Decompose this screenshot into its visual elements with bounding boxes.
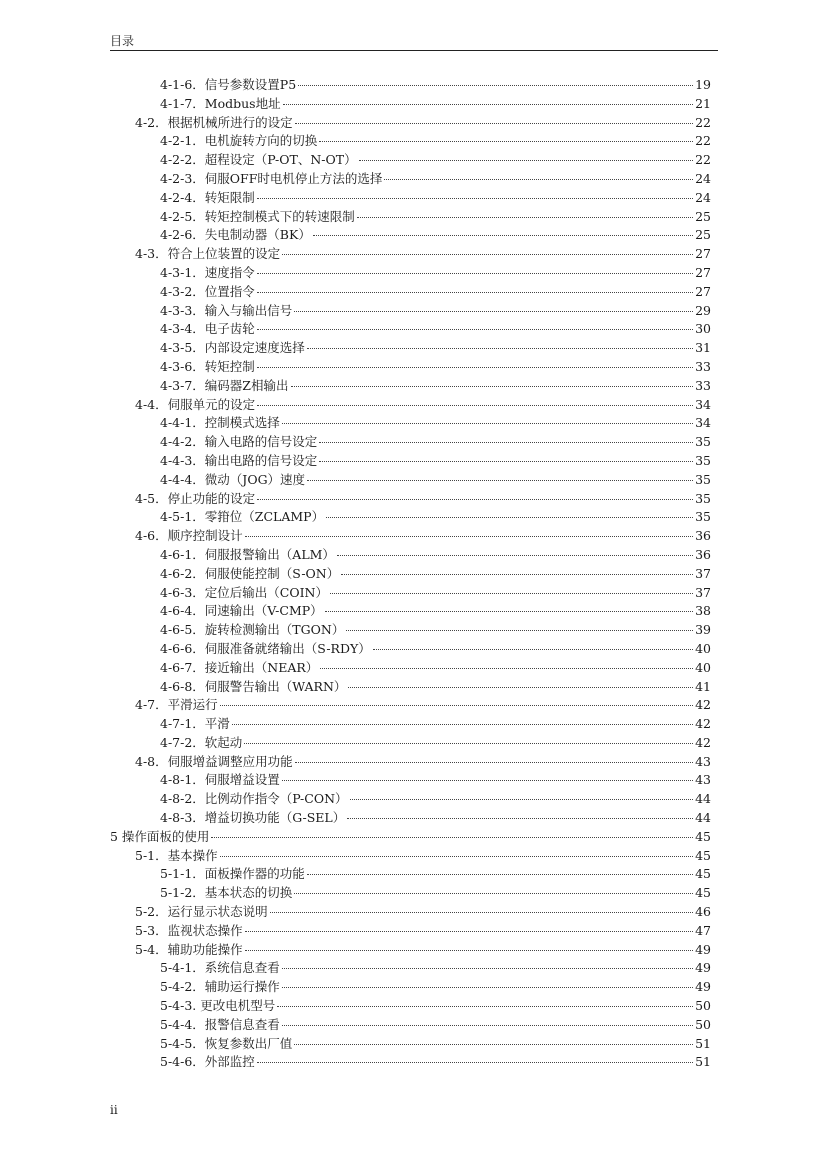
toc-entry-title: 4-6-7．接近输出（NEAR） [160, 659, 319, 675]
toc-entry-title: 4-1-7．Modbus地址 [160, 95, 281, 111]
toc-entry-title: 4-7-1．平滑 [160, 716, 230, 732]
toc-entry[interactable] [110, 264, 711, 283]
page-header [110, 34, 718, 51]
toc-entry-page: 45 [695, 847, 711, 863]
toc-entry-page: 44 [695, 791, 711, 807]
toc-entry-title: 4-6．顺序控制设计 [135, 528, 243, 544]
toc-entry[interactable] [110, 433, 711, 452]
toc-entry[interactable] [110, 565, 711, 584]
toc-dot-leader [257, 329, 693, 330]
toc-entry[interactable] [110, 490, 711, 509]
toc-entry-page: 33 [695, 377, 711, 393]
toc-dot-leader [295, 762, 693, 763]
toc-entry-title: 5-1-1．面板操作器的功能 [160, 866, 305, 882]
toc-dot-leader [294, 893, 693, 894]
toc-entry-page: 42 [695, 697, 711, 713]
toc-entry-page: 40 [695, 640, 711, 656]
toc-dot-leader [257, 499, 693, 500]
toc-entry-page: 35 [695, 509, 711, 525]
toc-dot-leader [282, 423, 693, 424]
toc-dot-leader [373, 649, 693, 650]
toc-entry-page: 46 [695, 904, 711, 920]
toc-entry-page: 27 [695, 264, 711, 280]
toc-dot-leader [257, 198, 693, 199]
toc-entry-page: 34 [695, 396, 711, 412]
toc-entry-page: 34 [695, 415, 711, 431]
toc-entry-title: 4-3-3．输入与输出信号 [160, 302, 293, 318]
toc-entry-title: 5-1．基本操作 [135, 847, 218, 863]
toc-dot-leader [294, 311, 693, 312]
toc-entry-title: 5-4．辅助功能操作 [135, 941, 243, 957]
toc-entry[interactable] [110, 978, 711, 997]
toc-dot-leader [282, 987, 693, 988]
toc-entry-page: 41 [695, 678, 711, 694]
toc-entry-page: 22 [695, 152, 711, 168]
toc-entry-page: 49 [695, 960, 711, 976]
toc-entry[interactable] [110, 809, 711, 828]
toc-entry-page: 35 [695, 452, 711, 468]
toc-dot-leader [325, 611, 693, 612]
toc-entry[interactable] [110, 790, 711, 809]
toc-entry[interactable] [110, 208, 711, 227]
toc-dot-leader [257, 292, 693, 293]
toc-entry-page: 50 [695, 1016, 711, 1032]
toc-entry-title: 4-5．停止功能的设定 [135, 490, 256, 506]
toc-dot-leader [350, 799, 694, 800]
toc-dot-leader [245, 950, 693, 951]
toc-entry-title: 4-4-1．控制模式选择 [160, 415, 280, 431]
toc-entry[interactable] [110, 396, 711, 415]
toc-entry-title: 4-6-5．旋转检测输出（TGON） [160, 622, 345, 638]
toc-entry-title: 4-2-2．超程设定（P-OT、N-OT） [160, 152, 357, 168]
toc-entry-title: 4-3-7．编码器Z相输出 [160, 377, 289, 393]
toc-entry-page: 37 [695, 565, 711, 581]
toc-entry-title: 4-2．根据机械所进行的设定 [135, 114, 293, 130]
toc-entry-title: 5-4-6．外部监控 [160, 1054, 255, 1070]
toc-entry-page: 37 [695, 584, 711, 600]
toc-entry[interactable] [110, 828, 711, 847]
toc-entry-page: 49 [695, 941, 711, 957]
toc-entry-title: 4-7-2．软起动 [160, 734, 243, 750]
toc-dot-leader [295, 123, 693, 124]
toc-entry[interactable] [110, 302, 711, 321]
toc-dot-leader [220, 856, 693, 857]
toc-entry-title: 4-3-1．速度指令 [160, 264, 255, 280]
table-of-contents [110, 76, 711, 1072]
toc-dot-leader [282, 968, 693, 969]
toc-entry-title: 4-3-6．转矩控制 [160, 358, 255, 374]
toc-dot-leader [245, 536, 693, 537]
toc-entry-title: 5-4-4．报警信息查看 [160, 1016, 280, 1032]
toc-entry[interactable] [110, 959, 711, 978]
toc-entry-page: 35 [695, 490, 711, 506]
toc-dot-leader [330, 593, 693, 594]
toc-entry[interactable] [110, 358, 711, 377]
toc-entry[interactable] [110, 584, 711, 603]
toc-dot-leader [232, 724, 693, 725]
toc-entry-title: 5-2．运行显示状态说明 [135, 904, 268, 920]
toc-entry[interactable] [110, 715, 711, 734]
toc-dot-leader [282, 254, 693, 255]
toc-entry-page: 43 [695, 772, 711, 788]
toc-entry-title: 5-4-2．辅助运行操作 [160, 979, 280, 995]
toc-entry[interactable] [110, 508, 711, 527]
toc-entry[interactable] [110, 95, 711, 114]
toc-entry[interactable] [110, 847, 711, 866]
toc-entry-title: 4-2-5．转矩控制模式下的转速限制 [160, 208, 355, 224]
toc-entry-title: 5-4-3. 更改电机型号 [160, 998, 276, 1014]
toc-entry[interactable] [110, 189, 711, 208]
toc-entry[interactable] [110, 941, 711, 960]
toc-entry-title: 4-4．伺服单元的设定 [135, 396, 256, 412]
toc-dot-leader [319, 461, 693, 462]
toc-entry-page: 36 [695, 546, 711, 562]
toc-entry[interactable] [110, 320, 711, 339]
toc-entry[interactable] [110, 1053, 711, 1072]
header-title: 目录 [110, 34, 135, 48]
toc-entry-page: 39 [695, 622, 711, 638]
toc-dot-leader [346, 630, 693, 631]
toc-entry-page: 45 [695, 885, 711, 901]
toc-dot-leader [320, 668, 693, 669]
toc-entry[interactable] [110, 865, 711, 884]
toc-dot-leader [211, 837, 693, 838]
toc-dot-leader [298, 85, 693, 86]
toc-entry[interactable] [110, 527, 711, 546]
toc-entry[interactable] [110, 884, 711, 903]
toc-dot-leader [244, 743, 693, 744]
toc-entry-title: 4-6-1．伺服报警输出（ALM） [160, 546, 335, 562]
toc-entry-title: 5-3．监视状态操作 [135, 922, 243, 938]
toc-entry-page: 21 [695, 95, 711, 111]
toc-entry-page: 22 [695, 114, 711, 130]
toc-entry-title: 4-2-4．转矩限制 [160, 189, 255, 205]
toc-entry[interactable] [110, 283, 711, 302]
toc-entry[interactable] [110, 114, 711, 133]
toc-entry-page: 24 [695, 170, 711, 186]
toc-entry[interactable] [110, 76, 711, 95]
toc-entry[interactable] [110, 471, 711, 490]
toc-entry-title: 4-6-3．定位后输出（COIN） [160, 584, 328, 600]
toc-entry-page: 27 [695, 246, 711, 262]
toc-entry[interactable] [110, 771, 711, 790]
toc-entry-page: 27 [695, 283, 711, 299]
toc-entry[interactable] [110, 753, 711, 772]
toc-dot-leader [257, 367, 693, 368]
toc-entry[interactable] [110, 734, 711, 753]
toc-entry[interactable] [110, 696, 711, 715]
toc-dot-leader [257, 273, 693, 274]
toc-entry-title: 4-2-1．电机旋转方向的切换 [160, 133, 318, 149]
toc-dot-leader [319, 442, 693, 443]
toc-dot-leader [307, 874, 693, 875]
toc-dot-leader [220, 705, 693, 706]
toc-entry-page: 24 [695, 189, 711, 205]
toc-entry-title: 4-3．符合上位装置的设定 [135, 246, 281, 262]
toc-entry-title: 4-7．平滑运行 [135, 697, 218, 713]
toc-entry-title: 4-1-6．信号参数设置P5 [160, 77, 297, 92]
toc-entry-title: 4-8．伺服增益调整应用功能 [135, 753, 293, 769]
toc-entry-title: 5-4-1．系统信息查看 [160, 960, 280, 976]
toc-entry-page: 42 [695, 716, 711, 732]
toc-entry-page: 40 [695, 659, 711, 675]
toc-entry-title: 5-1-2．基本状态的切换 [160, 885, 293, 901]
toc-entry-title: 4-2-6．失电制动器（BK） [160, 227, 311, 243]
toc-entry-page: 22 [695, 133, 711, 149]
toc-entry-page: 51 [695, 1035, 711, 1051]
toc-entry[interactable] [110, 621, 711, 640]
toc-entry-page: 31 [695, 340, 711, 356]
toc-entry[interactable] [110, 1035, 711, 1054]
toc-entry[interactable] [110, 997, 711, 1016]
toc-entry[interactable] [110, 659, 711, 678]
toc-dot-leader [348, 687, 693, 688]
toc-dot-leader [337, 555, 693, 556]
toc-entry-title: 4-4-2．输入电路的信号设定 [160, 434, 318, 450]
toc-entry-title: 4-3-4．电子齿轮 [160, 321, 255, 337]
toc-entry-page: 45 [695, 828, 711, 844]
toc-entry-page: 25 [695, 227, 711, 243]
toc-dot-leader [257, 405, 693, 406]
toc-entry-page: 45 [695, 866, 711, 882]
toc-dot-leader [384, 179, 693, 180]
toc-entry-page: 35 [695, 471, 711, 487]
toc-entry[interactable] [110, 377, 711, 396]
toc-entry-page: 51 [695, 1054, 711, 1070]
toc-entry-page: 43 [695, 753, 711, 769]
toc-dot-leader [257, 1062, 693, 1063]
toc-entry-page: 29 [695, 302, 711, 318]
toc-dot-leader [270, 912, 693, 913]
toc-entry-title: 4-8-2．比例动作指令（P-CON） [160, 791, 348, 807]
toc-entry-page: 42 [695, 734, 711, 750]
toc-dot-leader [307, 480, 693, 481]
toc-dot-leader [326, 517, 693, 518]
toc-entry-title: 4-6-6．伺服准备就绪输出（S-RDY） [160, 640, 371, 656]
toc-entry-title: 5 操作面板的使用 [110, 828, 210, 844]
toc-entry-page: 38 [695, 603, 711, 619]
toc-entry[interactable] [110, 245, 711, 264]
toc-entry[interactable] [110, 339, 711, 358]
toc-entry-title: 4-6-8．伺服警告输出（WARN） [160, 678, 347, 694]
toc-entry-page: 47 [695, 922, 711, 938]
toc-dot-leader [291, 386, 694, 387]
toc-dot-leader [245, 931, 693, 932]
toc-entry-page: 50 [695, 998, 711, 1014]
toc-dot-leader [283, 104, 693, 105]
toc-dot-leader [319, 141, 693, 142]
toc-entry-page: 30 [695, 321, 711, 337]
toc-entry[interactable] [110, 452, 711, 471]
toc-entry[interactable] [110, 132, 711, 151]
toc-entry[interactable] [110, 602, 711, 621]
toc-entry[interactable] [110, 678, 711, 697]
toc-entry[interactable] [110, 546, 711, 565]
toc-dot-leader [282, 780, 693, 781]
toc-entry-title: 4-3-5．内部设定速度选择 [160, 340, 305, 356]
toc-dot-leader [341, 574, 693, 575]
toc-dot-leader [359, 160, 694, 161]
toc-entry-page: 35 [695, 434, 711, 450]
toc-dot-leader [277, 1006, 693, 1007]
toc-entry-title: 5-4-5．恢复参数出厂值 [160, 1035, 293, 1051]
toc-entry-page: 19 [695, 77, 711, 92]
toc-dot-leader [307, 348, 693, 349]
toc-entry[interactable] [110, 1016, 711, 1035]
toc-dot-leader [347, 818, 693, 819]
toc-entry-title: 4-6-4．同速输出（V-CMP） [160, 603, 323, 619]
toc-entry-title: 4-8-3．增益切换功能（G-SEL） [160, 810, 346, 826]
toc-entry[interactable] [110, 903, 711, 922]
toc-entry[interactable] [110, 922, 711, 941]
toc-entry-page: 44 [695, 810, 711, 826]
toc-entry-title: 4-3-2．位置指令 [160, 283, 255, 299]
toc-dot-leader [313, 235, 693, 236]
toc-entry-title: 4-2-3．伺服OFF时电机停止方法的选择 [160, 170, 383, 186]
toc-entry-title: 4-5-1．零箝位（ZCLAMP） [160, 509, 325, 525]
toc-entry-title: 4-6-2．伺服使能控制（S-ON） [160, 565, 340, 581]
toc-entry-page: 36 [695, 528, 711, 544]
toc-entry[interactable] [110, 640, 711, 659]
toc-entry[interactable] [110, 414, 711, 433]
toc-dot-leader [357, 217, 693, 218]
toc-entry[interactable] [110, 170, 711, 189]
toc-entry-title: 4-4-4．微动（JOG）速度 [160, 471, 306, 487]
toc-entry-title: 4-8-1．伺服增益设置 [160, 772, 280, 788]
toc-entry-page: 49 [695, 979, 711, 995]
toc-entry[interactable] [110, 226, 711, 245]
footer-page-number: ii [110, 1103, 118, 1117]
toc-entry-page: 33 [695, 358, 711, 374]
toc-dot-leader [282, 1025, 693, 1026]
toc-dot-leader [294, 1044, 693, 1045]
toc-entry[interactable] [110, 151, 711, 170]
toc-entry-page: 25 [695, 208, 711, 224]
toc-entry-title: 4-4-3．输出电路的信号设定 [160, 452, 318, 468]
